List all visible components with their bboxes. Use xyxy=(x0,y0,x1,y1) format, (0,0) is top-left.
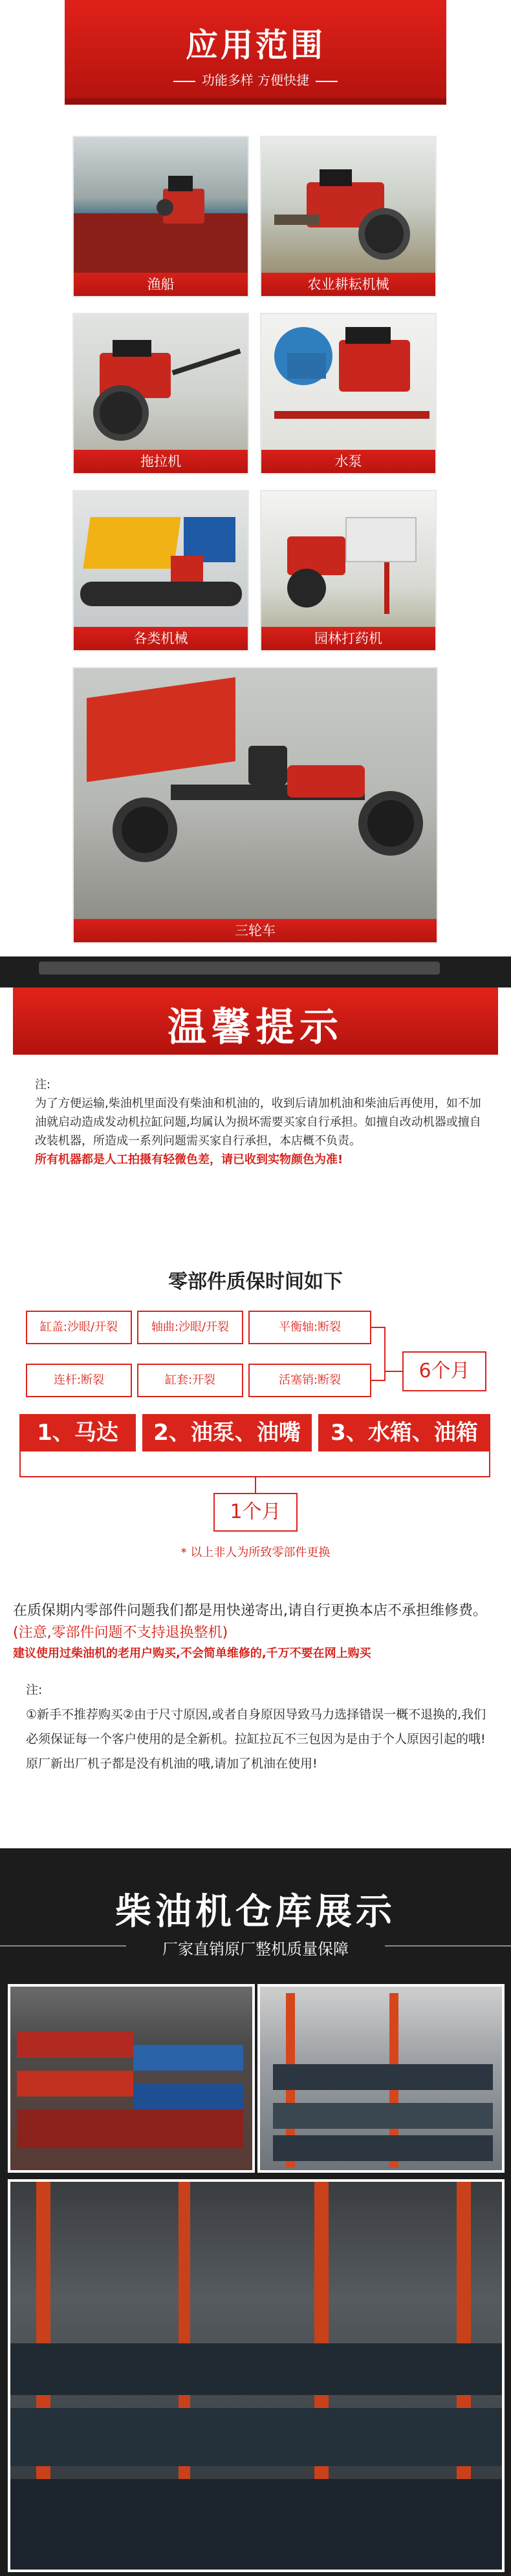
warehouse-photo-1 xyxy=(8,1984,255,2173)
tile-caption: 拖拉机 xyxy=(74,450,248,473)
tips-banner xyxy=(13,987,498,1055)
part-box-connecting-rod: 连杆:断裂 xyxy=(26,1364,132,1397)
warehouse-subtitle: 厂家直销原厂整机质量保障 xyxy=(126,1936,385,1957)
main-part-oil-pump: 2、油泵、油嘴 xyxy=(142,1414,312,1452)
tips-note-head: 注: xyxy=(35,1078,51,1092)
application-tile-cultivator xyxy=(260,136,437,297)
main-part-tank: 3、水箱、油箱 xyxy=(318,1414,490,1452)
application-subtitle xyxy=(65,70,446,89)
tile-caption: 园林打药机 xyxy=(261,627,435,650)
part-box-crankshaft: 轴曲:沙眼/开裂 xyxy=(137,1311,243,1344)
tips-note2 xyxy=(26,1678,492,1776)
tile-caption: 三轮车 xyxy=(74,919,437,942)
tips-top-strip xyxy=(0,956,511,987)
tips-note2-head: 注: xyxy=(26,1683,43,1697)
parts-footnote: * 以上非人为所致零部件更换 xyxy=(180,1546,331,1559)
application-tile-water-pump xyxy=(260,313,437,474)
tile-caption: 各类机械 xyxy=(74,627,248,650)
main-part-motor: 1、马达 xyxy=(19,1414,136,1452)
application-tile-sprayer xyxy=(260,490,437,651)
application-section xyxy=(0,0,511,956)
parts-warranty-title: 零部件质保时间如下 xyxy=(168,1271,343,1293)
warm-tips-section xyxy=(0,956,511,1848)
application-tile-tractor xyxy=(72,313,249,474)
tips-note-color-warning: 所有机器都是人工拍摄有轻微色差，请已收到实物颜色为准! xyxy=(35,1153,343,1167)
warehouse-section xyxy=(0,1848,511,2576)
warranty-text xyxy=(13,1600,498,1644)
tile-caption: 水泵 xyxy=(261,450,435,473)
application-tile-fishing-boat xyxy=(72,136,249,297)
warehouse-title: 柴油机仓库展示 xyxy=(115,1891,396,1933)
application-title: 应用范围 xyxy=(186,26,325,64)
tips-notes xyxy=(35,1075,481,1169)
application-subtitle-text: 功能多样 方便快捷 xyxy=(201,72,310,88)
part-box-piston-pin: 活塞销:断裂 xyxy=(248,1364,371,1397)
part-box-cylinder-liner: 缸套:开裂 xyxy=(137,1364,243,1397)
warehouse-photo-3 xyxy=(8,2179,505,2572)
warranty-red: (注意,零部件问题不支持退换整机) xyxy=(13,1625,228,1641)
application-banner xyxy=(65,0,446,105)
tips-title: 温馨提示 xyxy=(168,1005,343,1050)
six-months-label: 6个月 xyxy=(402,1351,486,1391)
application-tile-tricycle xyxy=(72,667,438,944)
part-box-cylinder-head: 缸盖:沙眼/开裂 xyxy=(26,1311,132,1344)
part-box-balance-shaft: 平衡轴:断裂 xyxy=(248,1311,371,1344)
tile-caption: 农业耕耘机械 xyxy=(261,273,435,296)
warranty-advice: 建议使用过柴油机的老用户购买,不会简单维修的,千万不要在网上购买 xyxy=(13,1647,371,1660)
warranty-main: 在质保期内零部件问题我们都是用快递寄出,请自行更换本店不承担维修费。 xyxy=(13,1603,487,1619)
tile-caption: 渔船 xyxy=(74,273,248,296)
tips-note-body: 为了方便运输,柴油机里面没有柴油和机油的，收到后请加机油和柴油后再使用，如不加油就启动造成发动机拉缸问题,均属认为损坏需要买家自行承担。如擅自改动机器或擅自改装机器，所造成一系列问题需买家自行承担，本店概不负责。 xyxy=(35,1097,481,1148)
warehouse-photo-2 xyxy=(257,1984,505,2173)
one-month-label: 1个月 xyxy=(213,1493,298,1532)
application-tile-machinery xyxy=(72,490,249,651)
tips-note2-body: ①新手不推荐购买②由于尺寸原因,或者自身原因导致马力选择错误一概不退换的,我们必须保证每一个客户使用的是全新机。拉缸拉瓦不三包因为是由于个人原因引起的哦!原厂新出厂机子都是没有机油的哦,请加了机油在使用! xyxy=(26,1707,486,1771)
